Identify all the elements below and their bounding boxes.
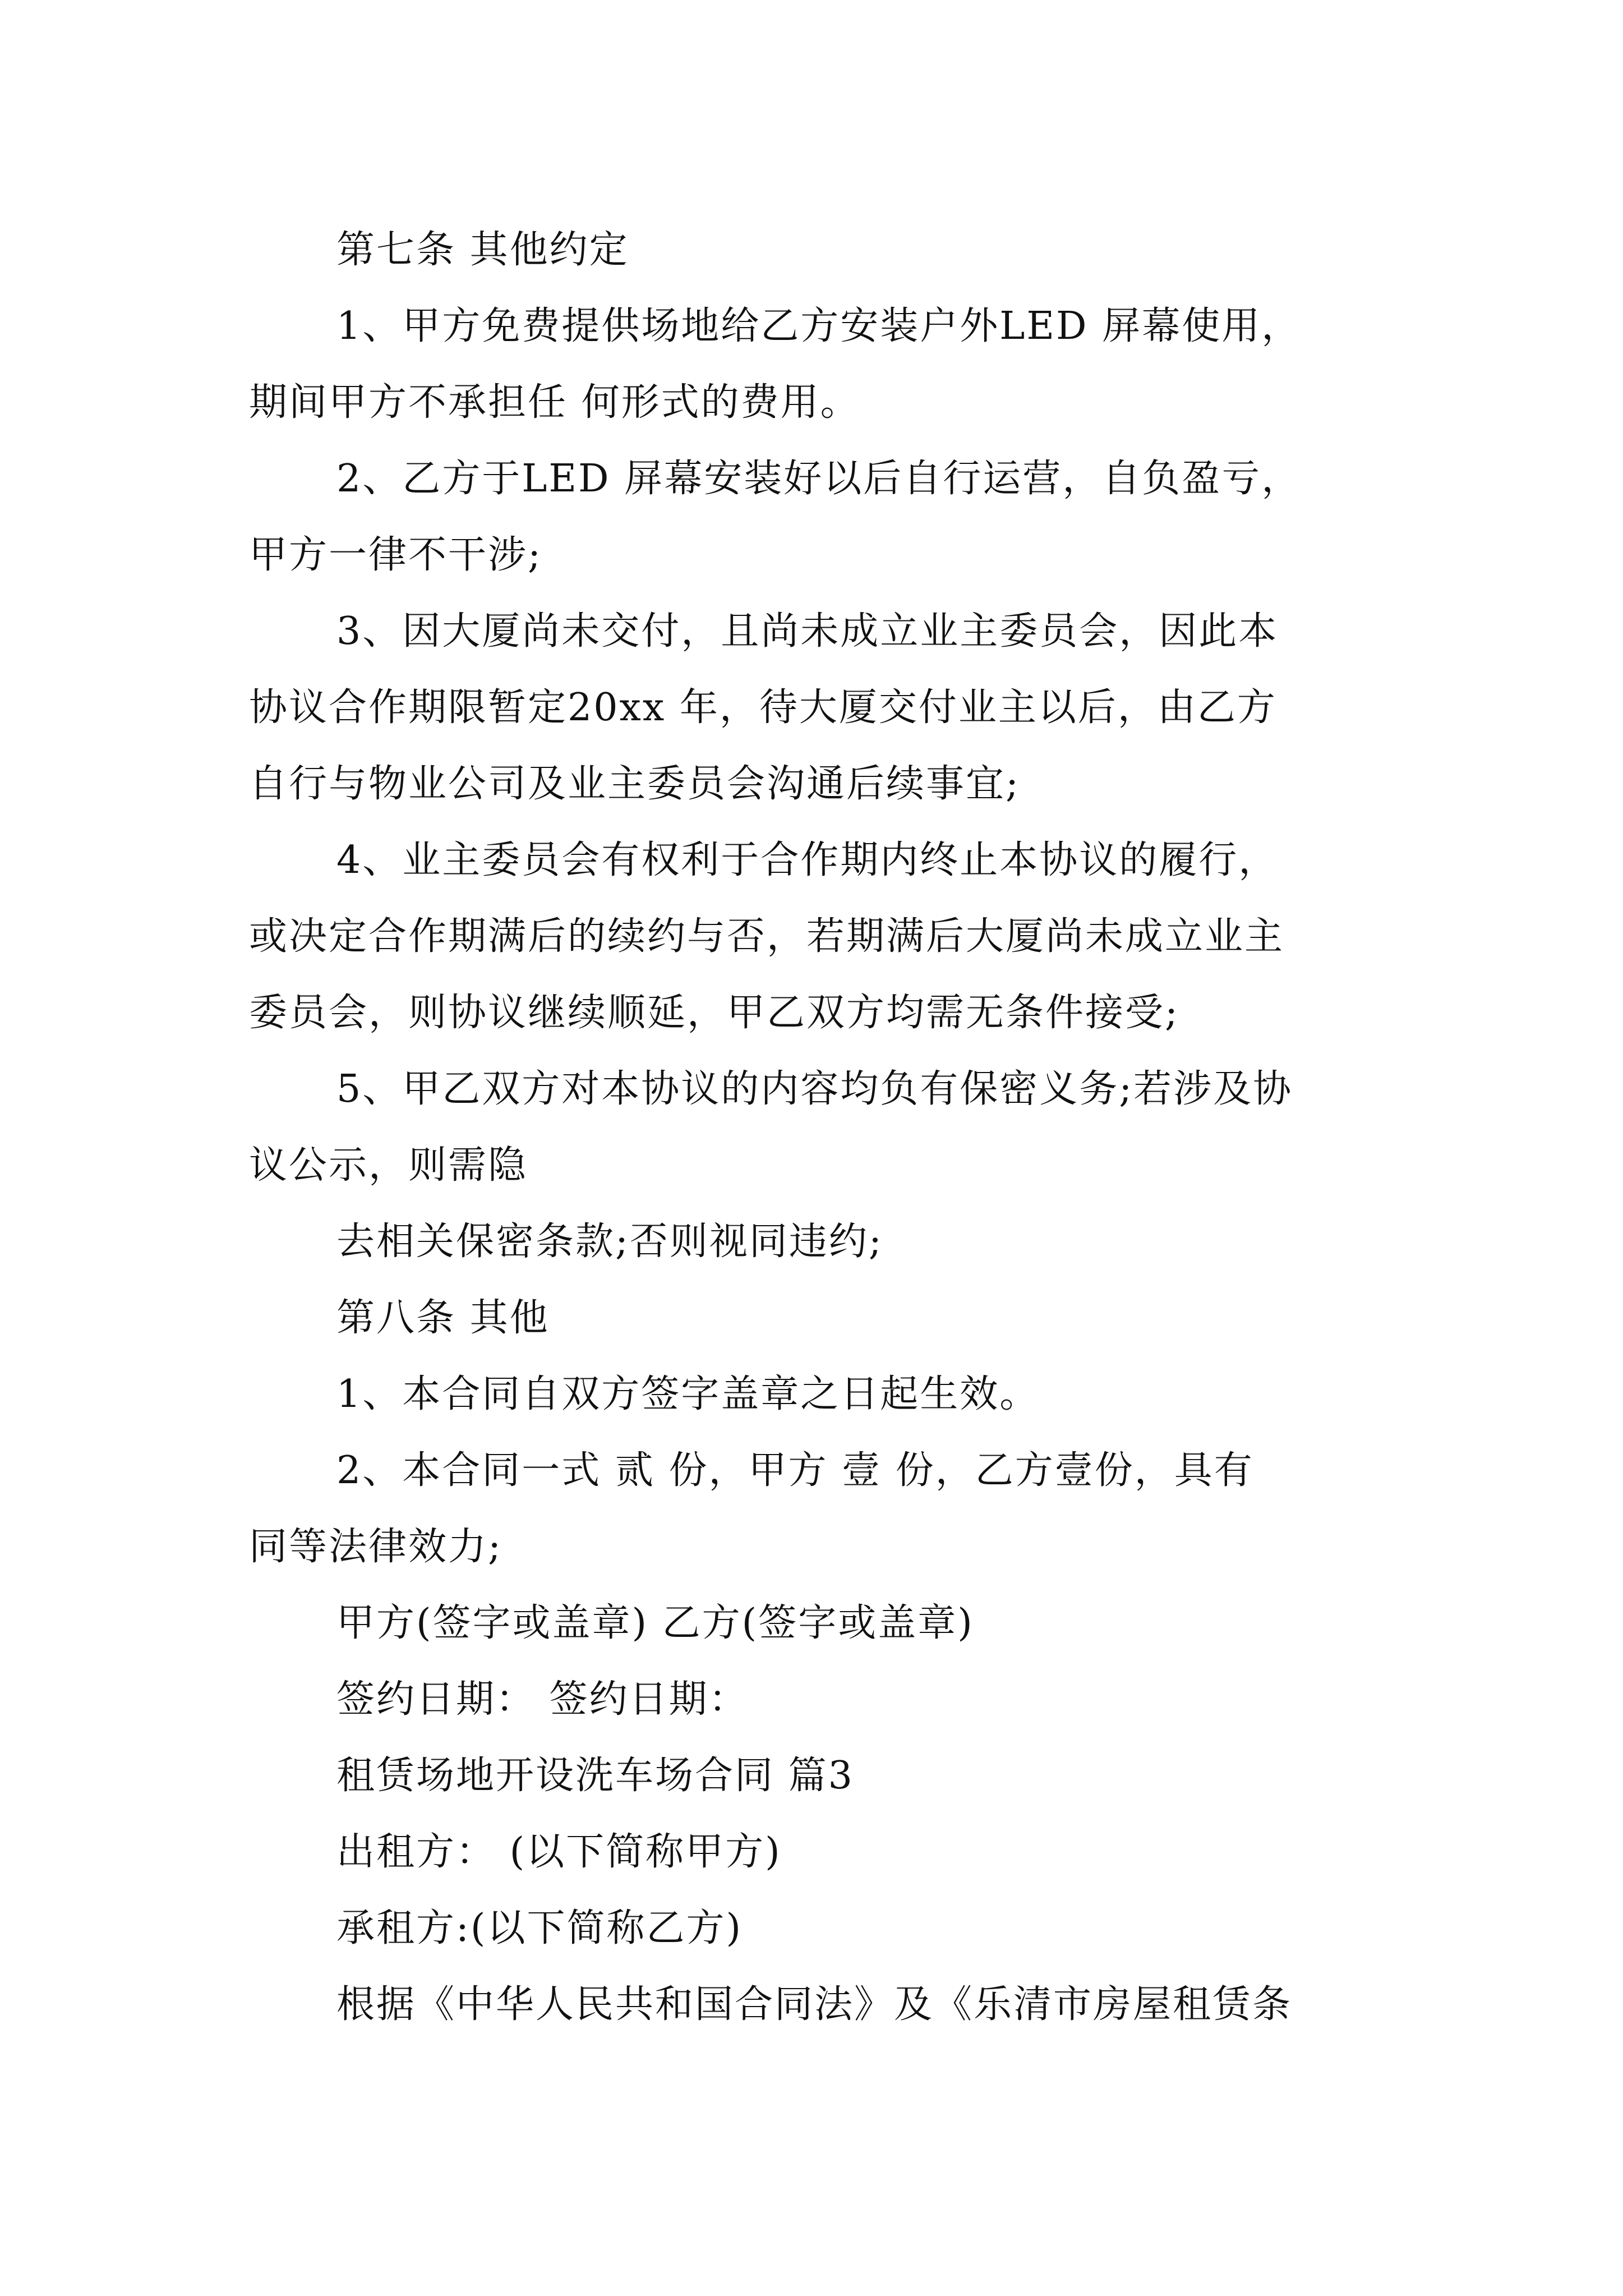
paragraph-line: 协议合作期限暂定20xx 年，待大厦交付业主以后，由乙方	[249, 685, 1277, 730]
document-body	[249, 212, 1376, 2043]
contract-title: 租赁场地开设洗车场合同 篇3	[336, 1754, 854, 1798]
paragraph-line: 1、甲方免费提供场地给乙方安装户外LED 屏幕使用，	[336, 304, 1302, 348]
paragraph-line: 委员会，则协议继续顺延，甲乙双方均需无条件接受;	[249, 991, 1179, 1035]
paragraph-line: 议公示，则需隐	[249, 1143, 528, 1188]
paragraph-line: 自行与物业公司及业主委员会沟通后续事宜;	[249, 762, 1020, 806]
paragraph-line: 去相关保密条款;否则视同违约;	[336, 1220, 883, 1264]
lessor-line: 出租方： (以下简称甲方)	[336, 1830, 782, 1874]
paragraph-line: 或决定合作期满后的续约与否，若期满后大厦尚未成立业主	[249, 914, 1285, 959]
signature-line: 甲方(签字或盖章) 乙方(签字或盖章)	[336, 1601, 974, 1645]
paragraph-line: 期间甲方不承担任 何形式的费用。	[249, 380, 860, 425]
paragraph-line: 4、业主委员会有权利于合作期内终止本协议的履行，	[336, 838, 1279, 882]
section-heading-article-7: 第七条 其他约定	[336, 228, 629, 272]
paragraph-line: 甲方一律不干涉;	[249, 533, 542, 577]
signing-date-line: 签约日期： 签约日期：	[336, 1677, 749, 1722]
paragraph-line: 5、甲乙双方对本协议的内容均负有保密义务;若涉及协	[336, 1067, 1293, 1111]
paragraph-line: 同等法律效力;	[249, 1525, 502, 1569]
paragraph-line: 3、因大厦尚未交付，且尚未成立业主委员会，因此本	[336, 609, 1279, 654]
paragraph-line: 1、本合同自双方签字盖章之日起生效。	[336, 1372, 1040, 1416]
paragraph-line: 2、乙方于LED 屏幕安装好以后自行运营，自负盈亏，	[336, 457, 1302, 501]
paragraph-line: 2、本合同一式 贰 份，甲方 壹 份，乙方壹份，具有	[336, 1448, 1254, 1493]
lessee-line: 承租方:(以下简称乙方)	[336, 1906, 743, 1950]
paragraph-line: 根据《中华人民共和国合同法》及《乐清市房屋租赁条	[336, 1982, 1293, 2027]
section-heading-article-8: 第八条 其他	[336, 1296, 550, 1340]
